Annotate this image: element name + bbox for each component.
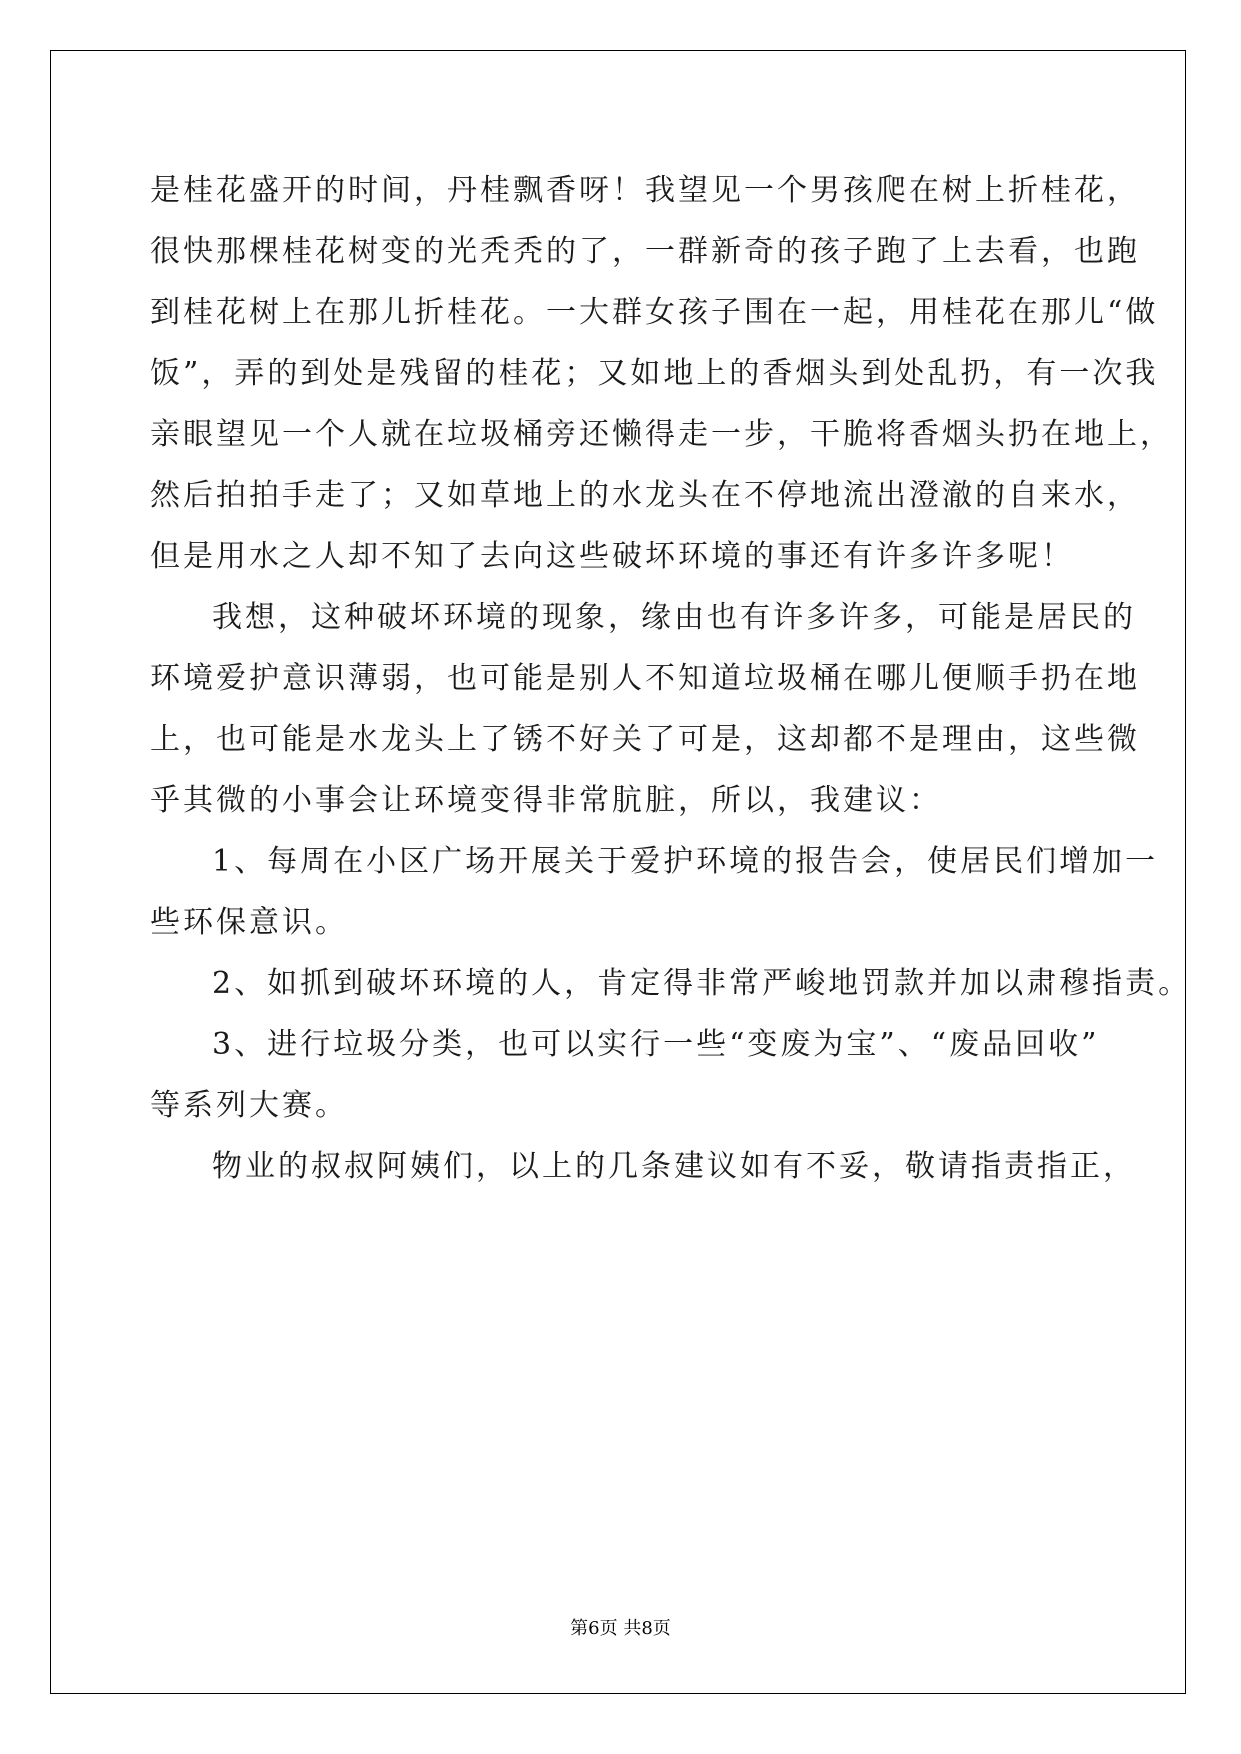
text-line: 2、如抓到破坏环境的人，肯定得非常严峻地罚款并加以肃穆指责。	[212, 966, 1192, 1001]
text-line: 3、进行垃圾分类，也可以实行一些“变废为宝”、“废品回收”	[212, 1027, 1100, 1062]
text-line: 是桂花盛开的时间，丹桂飘香呀！我望见一个男孩爬在树上折桂花，	[150, 173, 1140, 208]
text-line: 然后拍拍手走了；又如草地上的水龙头在不停地流出澄澈的自来水，	[150, 478, 1140, 513]
text-line: 饭”，弄的到处是残留的桂花；又如地上的香烟头到处乱扔，有一次我	[150, 356, 1159, 391]
text-line: 物业的叔叔阿姨们，以上的几条建议如有不妥，敬请指责指正，	[212, 1149, 1136, 1184]
text-line: 环境爱护意识薄弱，也可能是别人不知道垃圾桶在哪儿便顺手扔在地	[150, 661, 1140, 696]
text-line: 1、每周在小区广场开展关于爱护环境的报告会，使居民们增加一	[212, 844, 1159, 879]
document-body	[150, 160, 1192, 1197]
page-number: 第6页 共8页	[570, 1618, 671, 1639]
text-line: 但是用水之人却不知了去向这些破坏环境的事还有许多许多呢！	[150, 539, 1074, 574]
text-line: 些环保意识。	[150, 905, 348, 940]
text-line: 等系列大赛。	[150, 1088, 348, 1123]
text-line: 上，也可能是水龙头上了锈不好关了可是，这却都不是理由，这些微	[150, 722, 1140, 757]
text-line: 我想，这种破坏环境的现象，缘由也有许多许多，可能是居民的	[212, 600, 1136, 635]
text-line: 亲眼望见一个人就在垃圾桶旁还懒得走一步，干脆将香烟头扔在地上，	[150, 417, 1173, 452]
text-line: 到桂花树上在那儿折桂花。一大群女孩子围在一起，用桂花在那儿“做	[150, 295, 1159, 330]
text-line: 很快那棵桂花树变的光秃秃的了，一群新奇的孩子跑了上去看，也跑	[150, 234, 1140, 269]
text-line: 乎其微的小事会让环境变得非常肮脏，所以，我建议：	[150, 783, 942, 818]
